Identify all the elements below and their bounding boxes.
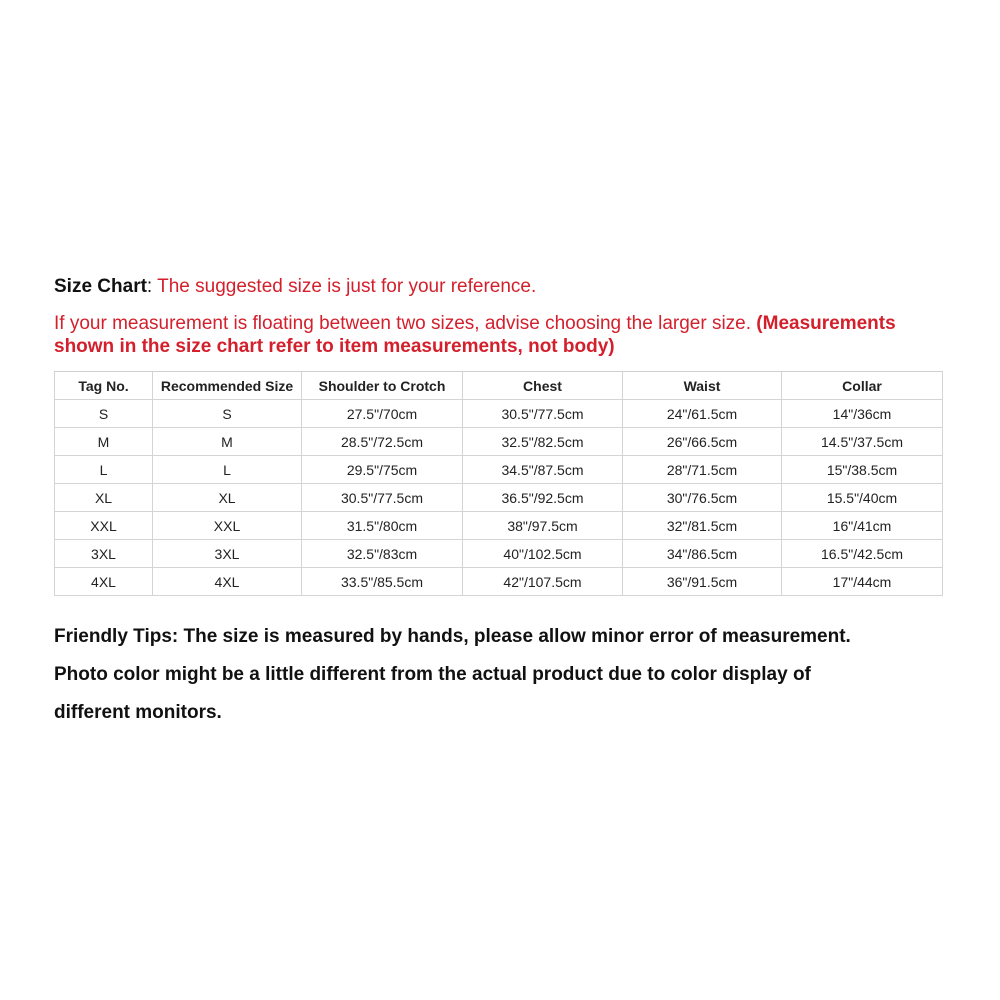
size-chart-heading — [54, 275, 944, 299]
table-row — [55, 400, 943, 428]
size-table — [54, 371, 943, 596]
cell-waist: 26"/66.5cm — [623, 428, 782, 456]
col-header-waist: Waist — [623, 372, 782, 400]
col-header-tag-no: Tag No. — [55, 372, 153, 400]
cell-collar: 16"/41cm — [782, 512, 943, 540]
col-header-recommended-size: Recommended Size — [153, 372, 302, 400]
measurement-note: (Measurements shown in the size chart refer to item measurements, not body) — [54, 313, 896, 357]
size-advice — [54, 312, 944, 358]
cell-chest: 30.5"/77.5cm — [463, 400, 623, 428]
table-row — [55, 568, 943, 596]
col-header-shoulder-to-crotch: Shoulder to Crotch — [302, 372, 463, 400]
cell-shoulder-to-crotch: 28.5"/72.5cm — [302, 428, 463, 456]
cell-chest: 32.5"/82.5cm — [463, 428, 623, 456]
table-header-row — [55, 372, 943, 400]
table-row — [55, 484, 943, 512]
cell-shoulder-to-crotch: 32.5"/83cm — [302, 540, 463, 568]
cell-tag-no: L — [55, 456, 153, 484]
size-advice-text: If your measurement is floating between two sizes, advise choosing the larger size. — [54, 313, 757, 334]
tips-line: Friendly Tips: The size is measured by hands, please allow minor error of measurement. — [54, 626, 851, 647]
tips-line: Photo color might be a little different from the actual product due to color display of — [54, 664, 811, 685]
cell-shoulder-to-crotch: 30.5"/77.5cm — [302, 484, 463, 512]
cell-tag-no: 3XL — [55, 540, 153, 568]
cell-chest: 42"/107.5cm — [463, 568, 623, 596]
cell-tag-no: 4XL — [55, 568, 153, 596]
cell-tag-no: M — [55, 428, 153, 456]
size-chart-colon: : — [146, 276, 153, 297]
cell-recommended-size: L — [153, 456, 302, 484]
cell-shoulder-to-crotch: 27.5"/70cm — [302, 400, 463, 428]
table-row — [55, 540, 943, 568]
tips-line: different monitors. — [54, 702, 222, 723]
cell-shoulder-to-crotch: 31.5"/80cm — [302, 512, 463, 540]
cell-waist: 28"/71.5cm — [623, 456, 782, 484]
cell-chest: 38"/97.5cm — [463, 512, 623, 540]
size-chart-label: Size Chart — [54, 276, 147, 297]
cell-recommended-size: M — [153, 428, 302, 456]
cell-waist: 32"/81.5cm — [623, 512, 782, 540]
cell-recommended-size: XXL — [153, 512, 302, 540]
cell-waist: 36"/91.5cm — [623, 568, 782, 596]
cell-collar: 14"/36cm — [782, 400, 943, 428]
cell-recommended-size: 4XL — [153, 568, 302, 596]
cell-waist: 24"/61.5cm — [623, 400, 782, 428]
cell-tag-no: XXL — [55, 512, 153, 540]
cell-tag-no: XL — [55, 484, 153, 512]
cell-collar: 15.5"/40cm — [782, 484, 943, 512]
cell-recommended-size: XL — [153, 484, 302, 512]
cell-collar: 14.5"/37.5cm — [782, 428, 943, 456]
table-row — [55, 456, 943, 484]
cell-shoulder-to-crotch: 33.5"/85.5cm — [302, 568, 463, 596]
cell-collar: 17"/44cm — [782, 568, 943, 596]
cell-collar: 16.5"/42.5cm — [782, 540, 943, 568]
cell-chest: 40"/102.5cm — [463, 540, 623, 568]
cell-chest: 36.5"/92.5cm — [463, 484, 623, 512]
table-row — [55, 512, 943, 540]
col-header-collar: Collar — [782, 372, 943, 400]
cell-waist: 30"/76.5cm — [623, 484, 782, 512]
friendly-tips — [54, 618, 944, 732]
cell-recommended-size: 3XL — [153, 540, 302, 568]
cell-tag-no: S — [55, 400, 153, 428]
cell-waist: 34"/86.5cm — [623, 540, 782, 568]
col-header-chest: Chest — [463, 372, 623, 400]
size-chart-document — [54, 275, 944, 732]
cell-chest: 34.5"/87.5cm — [463, 456, 623, 484]
cell-collar: 15"/38.5cm — [782, 456, 943, 484]
cell-recommended-size: S — [153, 400, 302, 428]
cell-shoulder-to-crotch: 29.5"/75cm — [302, 456, 463, 484]
reference-note: The suggested size is just for your reference. — [152, 276, 537, 297]
table-row — [55, 428, 943, 456]
